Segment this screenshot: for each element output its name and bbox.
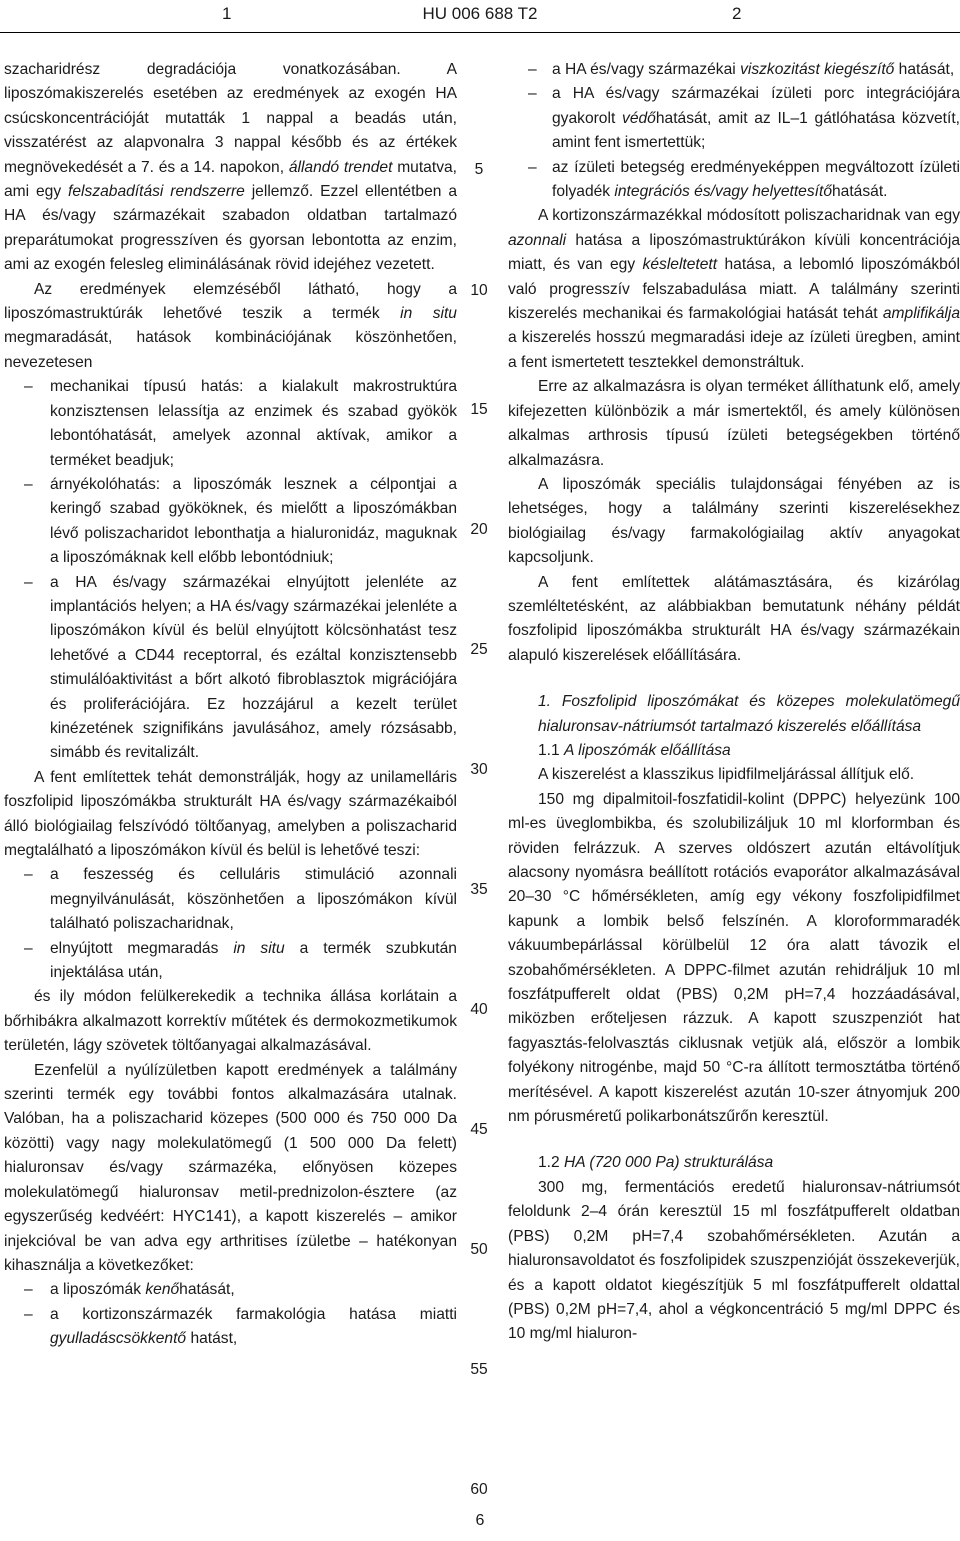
joint-effects-list — [508, 58, 960, 204]
line-number: 10 — [470, 282, 488, 299]
subsection-heading: 1.1 A liposzómák előállítása — [538, 741, 731, 759]
line-number: 25 — [470, 641, 488, 658]
paragraph: A fent említettek alátámasztására, és kizárólag szemléltetésként, az alábbiakban bemutatunk néhány példát foszfolipid liposzómákba strukturált HA és/vagy származékain alapuló kiszerelések előállítására. — [508, 573, 960, 664]
line-number: 45 — [470, 1121, 488, 1138]
paragraph: A kiszerelést a klasszikus lipidfilmeljárással állítjuk elő. — [538, 766, 915, 784]
paragraph: Az eredmények elemzéséből látható, hogy a liposzómastruktúrák lehetővé teszik a termék in situ megmaradását, hatások kombinációjának köszönhetően, nevezetesen — [4, 280, 457, 371]
line-number: 20 — [470, 521, 488, 538]
line-number: 50 — [470, 1241, 488, 1258]
list-item: – a liposzómák kenőhatását, — [4, 1278, 457, 1302]
section-heading: 1. Foszfolipid liposzómákat és közepes molekulatömegű hialuronsav-nátriumsót tartalmazó kiszerelés előállítása — [538, 693, 960, 735]
paragraph: A liposzómák speciális tulajdonságai fényében az is lehetséges, hogy a találmány szerinti kiszerelésekhez biológiailag és/vagy farmakológiailag aktív anyagokat kapcsoljunk. — [508, 475, 960, 567]
header-rule — [0, 32, 960, 33]
paragraph: A kortizonszármazékkal módosított poliszacharidnak van egy azonnali hatása a liposzómastruktúrákon kívüli koncentrációja miatt, és van egy késleltetett hatása, a lebomló liposzómákból való progresszív felszabadulása miatt. A találmány szerinti kiszerelés mechanikai és farmakológiai hatását tehát amplifikálja a kiszerelés hosszú megmaradási ideje az ízületi üregben, amint a fent ismertetett tesztekkel demonstráltuk. — [508, 207, 960, 371]
line-number: 5 — [474, 161, 484, 178]
list-item: – az ízületi betegség eredményeképpen megváltozott ízületi folyadék integrációs és/vagy helyettesítőhatását. — [508, 156, 960, 205]
line-number: 40 — [470, 1001, 488, 1018]
list-item: – a feszesség és celluláris stimuláció azonnali megnyilvánulását, köszönhetően a liposzómákon kívül található poliszacharidnak, — [4, 863, 457, 936]
paragraph: Erre az alkalmazásra is olyan terméket állíthatunk elő, amely kifejezetten különbözik a már ismertektől, és amely különösen alkalmas arthrosis típusú ízületi betegségekben történő alkalmazásra. — [508, 378, 960, 469]
line-number: 35 — [470, 881, 488, 898]
arthritis-effects-list — [4, 1278, 457, 1351]
list-item: – a HA és/vagy származékai elnyújtott jelenléte az implantációs helyen; a HA és/vagy származékai jelenléte a liposzómákon kívül és belül elnyújtott kölcsönhatást tesz lehetővé a CD44 receptorral, és ezáltal konzisztensebb stimulálóaktivitást a bőrt alkotó fibroblasztok migrációjára és proliferációjára. Ez hozzájárul a kezelt terület kinézetének szignifikáns javulásához, amely rózsásabb, simább és revitalizált. — [4, 571, 457, 766]
paragraph: 300 mg, fermentációs eredetű hialuronsav-nátriumsót feloldunk 2–4 órán keresztül 15 ml foszfátpufferelt oldatban (PBS) 0,2M pH=7,4 szobahőmérsékleten. Azután a hialuronsavoldatot és foszfolipidek szuszpenzióját összekeverjük, és a kapott oldatot kiegészítjük 5 ml foszfátpufferelt oldattal (PBS) 0,2M pH=7,4, ahol a végkoncentráció 5 mg/ml DPPC és 10 mg/ml hialuron- — [508, 1178, 960, 1343]
paragraph: A fent említettek tehát demonstrálják, hogy az unilamelláris foszfolipid liposzómákba strukturált HA és/vagy származékaiból álló biológiailag felszívódó töltőanyag, amelyben a poliszacharid megtalálható a liposzómákon kívül és belül is lehetővé teszi: — [4, 768, 457, 859]
effects-list — [4, 375, 457, 766]
list-item: – árnyékolóhatás: a liposzómák lesznek a célpontjai a keringő szabad gyököknek, és mielőtt a liposzómákban lévő poliszacharidot lebonthatja a hialuronidáz, maguknak a liposzómáknak kell előbb lebontódniuk; — [4, 473, 457, 571]
right-column — [508, 58, 960, 1347]
subsection-heading: 1.2 HA (720 000 Pa) strukturálása — [538, 1154, 774, 1172]
benefits-list — [4, 863, 457, 985]
list-item: – elnyújtott megmaradás in situ a termék szubkután injektálása után, — [4, 937, 457, 986]
left-column-number: 1 — [222, 4, 232, 23]
left-column — [4, 58, 457, 1352]
right-column-number: 2 — [732, 4, 742, 23]
page-number: 6 — [475, 1512, 485, 1529]
paragraph: Ezenfelül a nyúlízületben kapott eredmények a találmány szerinti termék egy további fontos alkalmazására utalnak. Valóban, ha a poliszacharid közepes (500 000 és 750 000 Da közötti) vagy nagy molekulatömegű (1 500 000 Da felett) hialuronsav és/vagy származéka, előnyösen közepes molekulatömegű hialuronsav metil-prednizolon-észtere (az egyszerűség kedvéért: HYC141), a kapott kiszerelés – amikor injekcióval be van adva egy arthritises ízületbe – hatékonyan kihasználja a következőket: — [4, 1061, 457, 1274]
list-item: – a HA és/vagy származékai ízületi porc integrációjára gyakorolt védőhatását, amit az IL–1 gátlóhatása közvetít, amint fent ismertettük; — [508, 82, 960, 155]
patent-number: HU 006 688 T2 — [422, 4, 538, 23]
line-number: 55 — [470, 1361, 488, 1378]
list-item: – mechanikai típusú hatás: a kialakult makrostruktúra konzisztensen lelassítja az enzimek és szabad gyökök lebontóhatását, amelyek azonnal aktívak, amikor a terméket beadjuk; — [4, 375, 457, 473]
line-number: 30 — [470, 761, 488, 778]
paragraph: szacharidrész degradációja vonatkozásában. A liposzómakiszerelés esetében az eredmények az exogén HA csúcskoncentrációját mutatták 1 nappal a beadás után, visszatérést az alapvonalra 3 nappal később és az értékek megnövekedését a 7. és a 14. napokon, állandó trendet mutatva, ami egy felszabadítási rendszerre jellemző. Ezzel ellentétben a HA és/vagy származékait szabadon oldatban tartalmazó preparátumokat progresszíven és gyorsan lebontotta az enzim, ami az exogén felesleg eliminálásának rövid idejéhez vezetett. — [4, 61, 457, 274]
line-number: 15 — [470, 401, 488, 418]
list-item: – a HA és/vagy származékai viszkozitást kiegészítő hatását, — [508, 58, 960, 82]
line-number: 60 — [470, 1481, 488, 1498]
paragraph: és ily módon felülkerekedik a technika állása korlátain a bőrhibákra alkalmazott korrektív műtétek és dermokozmetikumok területén, lágy szövetek töltőanyagai alkalmazásával. — [4, 988, 457, 1055]
list-item: – a kortizonszármazék farmakológia hatása miatti gyulladáscsökkentő hatást, — [4, 1303, 457, 1352]
paragraph: 150 mg dipalmitoil-foszfatidil-kolint (DPPC) helyezünk 100 ml-es üveglombikba, és szolubilizáljuk 10 ml klorformban és röviden felrázzuk. A szerves oldószert azután eltávolítjuk alacsony nyomásra beállított rotációs evaporátor alkalmazásával 20–30 °C hőmérsékleten, amíg egy vékony foszfolipidfilmet kapunk a lombik belső felszínén. A kloroformmaradék vákuumbepárlással körülbelül 12 óra alatt távozik el szobahőmérsékleten. A DPPC-filmet azután rehidráljuk 10 ml foszfátpufferelt oldat (PBS) 0,2M pH=7,4 hozzáadásával, miközben erőteljesen rázzuk. A kapott szuszpenziót hat fagyasztás-felolvasztás ciklusnak vetjük alá, először a lombik folyékony nitrogénbe, majd 50 °C-ra állított termosztátba történő merítésével. A kapott kiszerelést azután 10-szer átnyomjuk 200 nm pórusméretű polikarbonátszűrőn keresztül. — [508, 790, 960, 1126]
